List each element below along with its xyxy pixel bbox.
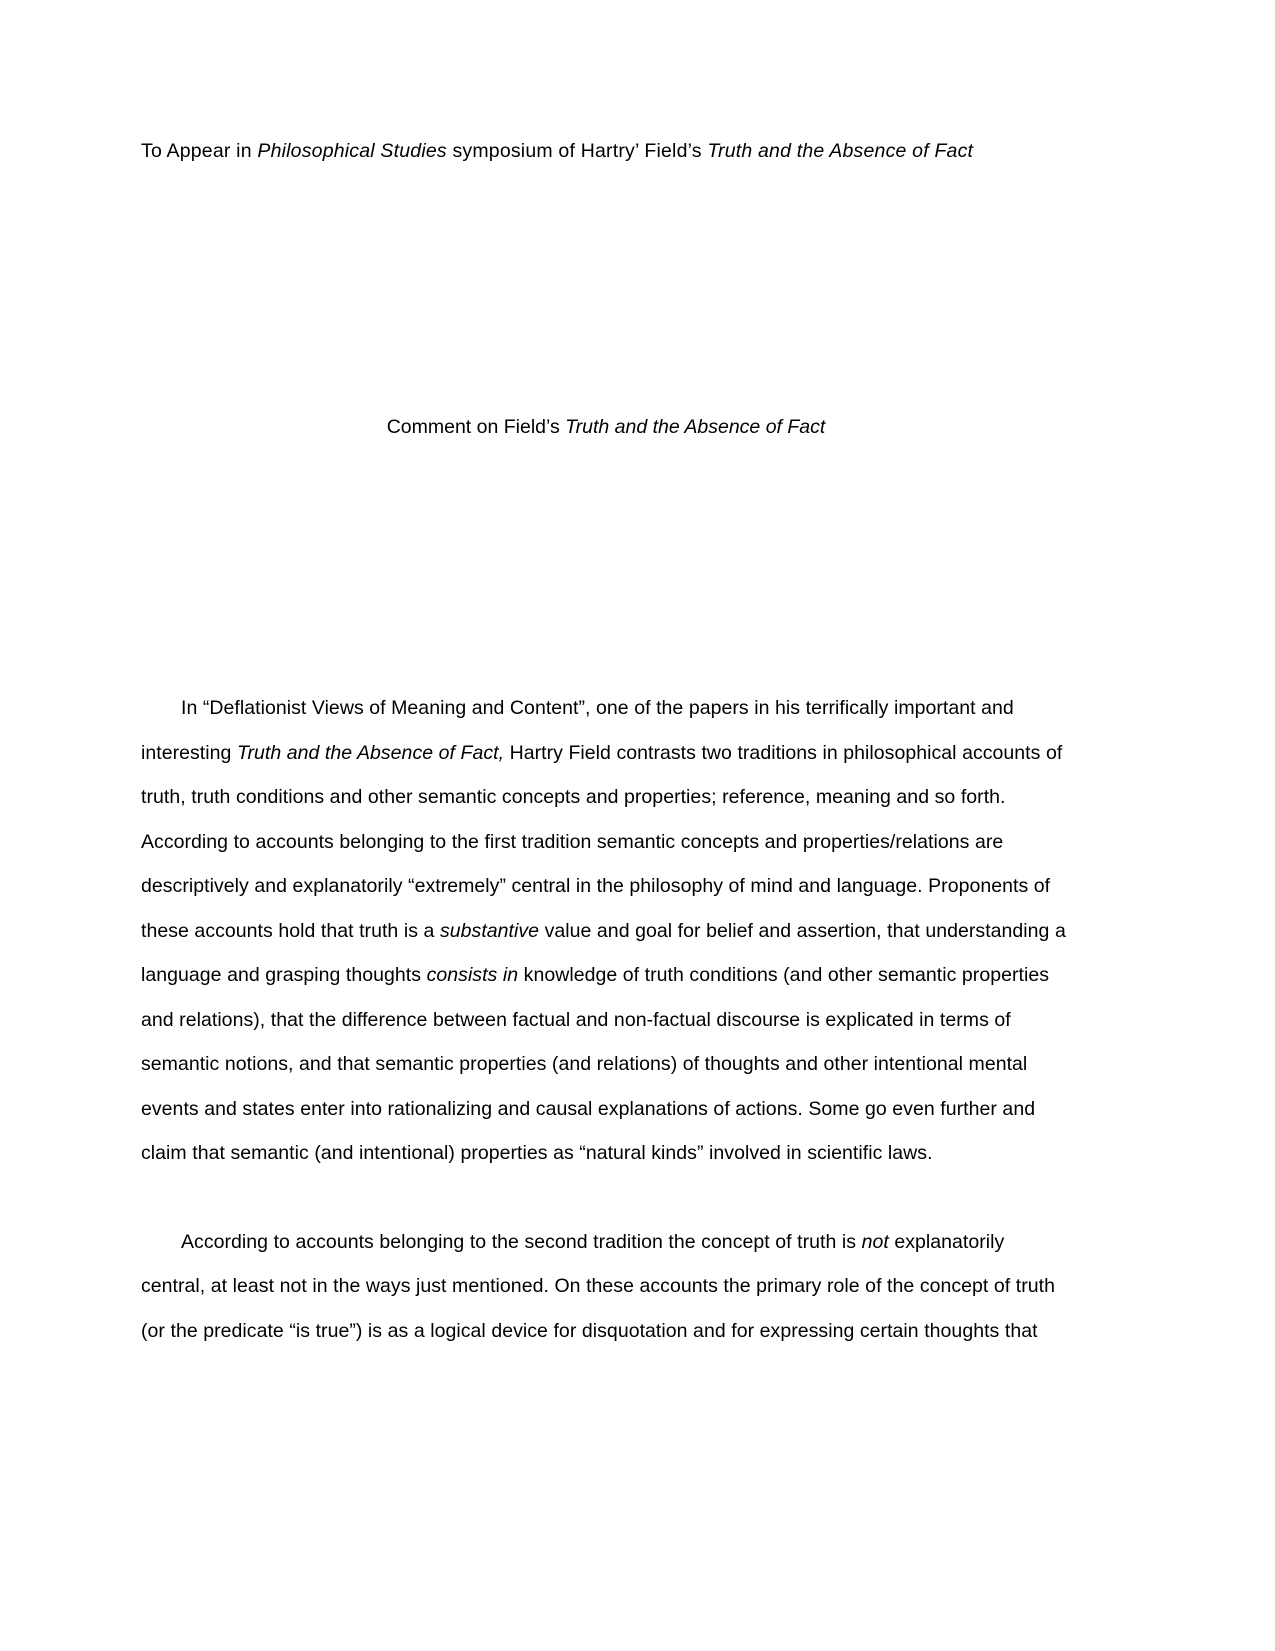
run-7: knowledge of truth conditions (and other semantic properties and relations), that the difference between factual and non-factual discourse is explicated in terms of semantic notions, and that semantic properties (and relations) of thoughts and other intentional mental events and states enter into rationalizing and causal explanations of actions. Some go even further and claim that semantic (and intentional) properties as “natural kinds” involved in scientific laws. xyxy=(141,964,1050,1164)
publication-note-prefix: To Appear in xyxy=(141,140,258,162)
page-title-book: Truth and the Absence of Fact xyxy=(565,416,826,438)
journal-title: Philosophical Studies xyxy=(257,140,447,162)
run-2-italic: Truth and the Absence of Fact, xyxy=(236,741,505,764)
run-1: In “Deflationist Views of Meaning and Content”, one of the papers in his terrifically important and interesting xyxy=(141,697,1014,764)
paragraph-2 xyxy=(141,1220,1073,1354)
run-2-italic: not xyxy=(861,1230,889,1253)
run-3: explanatorily central, at least not in the ways just mentioned. On these accounts the primary role of the concept of truth (or the predicate “is true”) is as a logical device for disquotation and for expressing certain thoughts that xyxy=(141,1230,1056,1342)
body-text xyxy=(141,686,1073,1353)
publication-note xyxy=(141,138,1081,164)
book-title: Truth and the Absence of Fact xyxy=(707,140,974,162)
page-title-prefix: Comment on Field’s xyxy=(386,416,566,438)
paragraph-1 xyxy=(141,686,1073,1176)
run-1: According to accounts belonging to the second tradition the concept of truth is xyxy=(181,1230,862,1253)
run-6-italic: consists in xyxy=(426,964,519,986)
page-title xyxy=(141,414,1071,440)
publication-note-middle: symposium of Hartry’ Field’s xyxy=(446,140,708,162)
run-5: value and goal for belief and assertion, that understanding a language and grasping thoughts xyxy=(141,919,1066,986)
run-4-italic: substantive xyxy=(439,919,540,942)
run-3: Hartry Field contrasts two traditions in philosophical accounts of truth, truth conditions and other semantic concepts and properties; reference, meaning and so forth. According to accounts belonging to the first tradition semantic concepts and properties/relations are descriptively and explanatorily “extremely” central in the philosophy of mind and language. Proponents of these accounts hold that truth is a xyxy=(141,741,1063,942)
